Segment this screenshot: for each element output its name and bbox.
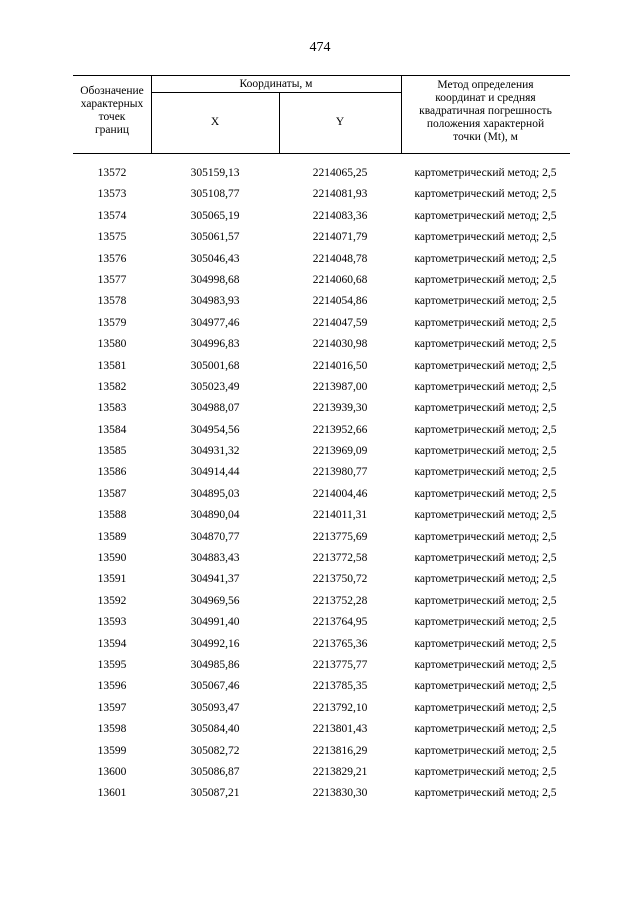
x-coordinate-cell: 305086,87: [190, 765, 240, 778]
y-coordinate-cell: 2214047,59: [312, 316, 368, 329]
x-coordinate-cell: 305084,40: [190, 723, 240, 736]
y-coordinate-cell: 2214016,50: [312, 359, 368, 372]
point-id-cell: 13582: [97, 380, 127, 393]
point-id-cell: 13586: [97, 466, 127, 479]
point-id-cell: 13599: [97, 744, 127, 757]
table-row: [73, 441, 570, 462]
point-id-cell: 13576: [97, 252, 127, 265]
point-id-cell: 13581: [97, 359, 127, 372]
header-method-line: положения характерной: [426, 118, 545, 130]
x-coordinate-cell: 305087,21: [190, 787, 240, 800]
point-id-cell: 13572: [97, 167, 127, 179]
y-coordinate-cell: 2214048,78: [312, 252, 368, 265]
x-coordinate-cell: 305082,72: [190, 744, 240, 757]
table-row: [73, 762, 570, 783]
y-coordinate-cell: 2214011,31: [312, 509, 368, 522]
method-cell: картометрический метод; 2,5: [414, 359, 557, 372]
point-id-cell: 13575: [97, 231, 127, 244]
table-row: [73, 206, 570, 227]
method-cell: картометрический метод; 2,5: [414, 552, 557, 565]
point-id-cell: 13587: [97, 487, 127, 500]
method-cell: картометрический метод; 2,5: [414, 209, 557, 222]
point-id-cell: 13585: [97, 445, 127, 458]
point-id-cell: 13584: [97, 423, 127, 436]
header-method-line: координат и средняя: [435, 92, 536, 104]
table-row: [73, 356, 570, 377]
table-row: [73, 719, 570, 740]
y-coordinate-cell: 2213765,36: [312, 637, 368, 650]
method-cell: картометрический метод; 2,5: [414, 765, 557, 778]
header-subdivider: [151, 92, 401, 93]
method-cell: картометрический метод; 2,5: [414, 637, 557, 650]
coordinates-table: [73, 75, 570, 800]
table-row: [73, 655, 570, 676]
y-coordinate-cell: 2213775,69: [312, 530, 368, 543]
table-row: [73, 634, 570, 655]
x-coordinate-cell: 305001,68: [190, 359, 240, 372]
method-cell: картометрический метод; 2,5: [414, 680, 557, 693]
header-bottom-border: [73, 153, 570, 154]
x-coordinate-cell: 304996,83: [190, 338, 240, 351]
method-cell: картометрический метод; 2,5: [414, 338, 557, 351]
table-row: [73, 334, 570, 355]
x-coordinate-cell: 304991,40: [190, 616, 240, 629]
method-cell: картометрический метод; 2,5: [414, 423, 557, 436]
point-id-cell: 13597: [97, 701, 127, 714]
method-cell: картометрический метод; 2,5: [414, 658, 557, 671]
y-coordinate-cell: 2213801,43: [312, 723, 368, 736]
method-cell: картометрический метод; 2,5: [414, 509, 557, 522]
y-coordinate-cell: 2214030,98: [312, 338, 368, 351]
y-coordinate-cell: 2213987,00: [312, 380, 368, 393]
point-id-cell: 13574: [97, 209, 127, 222]
header-point-line: характерных: [80, 98, 144, 110]
y-coordinate-cell: 2214004,46: [312, 487, 368, 500]
header-point-line: точек: [98, 111, 126, 123]
point-id-cell: 13592: [97, 594, 127, 607]
table-row: [73, 313, 570, 334]
point-id-cell: 13579: [97, 316, 127, 329]
table-row: [73, 569, 570, 590]
method-cell: картометрический метод; 2,5: [414, 701, 557, 714]
method-cell: картометрический метод; 2,5: [414, 616, 557, 629]
x-coordinate-cell: 304985,86: [190, 658, 240, 671]
page-number: 474: [309, 40, 331, 55]
x-coordinate-cell: 305108,77: [190, 188, 240, 201]
y-coordinate-cell: 2213764,95: [312, 616, 368, 629]
x-coordinate-cell: 304983,93: [190, 295, 240, 308]
x-coordinate-cell: 304895,03: [190, 487, 240, 500]
point-id-cell: 13580: [97, 338, 127, 351]
y-coordinate-cell: 2213750,72: [312, 573, 368, 586]
method-cell: картометрический метод; 2,5: [414, 744, 557, 757]
x-coordinate-cell: 304941,37: [190, 573, 240, 586]
point-id-cell: 13600: [97, 765, 127, 778]
method-cell: картометрический метод; 2,5: [414, 487, 557, 500]
y-coordinate-cell: 2214065,25: [312, 167, 368, 179]
x-coordinate-cell: 305159,13: [190, 167, 240, 179]
y-coordinate-cell: 2213816,29: [312, 744, 368, 757]
header-method: [401, 79, 570, 144]
header-x: X: [210, 116, 220, 128]
method-cell: картометрический метод; 2,5: [414, 594, 557, 607]
x-coordinate-cell: 304988,07: [190, 402, 240, 415]
x-coordinate-cell: 305093,47: [190, 701, 240, 714]
point-id-cell: 13593: [97, 616, 127, 629]
header-coordinates-group: Координаты, м: [239, 78, 313, 90]
x-coordinate-cell: 304931,32: [190, 445, 240, 458]
y-coordinate-cell: 2214060,68: [312, 273, 368, 286]
header-method-line: квадратичная погрешность: [419, 105, 552, 117]
method-cell: картометрический метод; 2,5: [414, 231, 557, 244]
method-cell: картометрический метод; 2,5: [414, 252, 557, 265]
table-row: [73, 377, 570, 398]
point-id-cell: 13596: [97, 680, 127, 693]
point-id-cell: 13583: [97, 402, 127, 415]
table-header: [73, 75, 570, 153]
header-point-line: границ: [94, 124, 130, 136]
method-cell: картометрический метод; 2,5: [414, 402, 557, 415]
method-cell: картометрический метод; 2,5: [414, 380, 557, 393]
table-row: [73, 527, 570, 548]
point-id-cell: 13601: [97, 787, 127, 800]
table-row: [73, 698, 570, 719]
x-coordinate-cell: 304883,43: [190, 552, 240, 565]
y-coordinate-cell: 2213785,35: [312, 680, 368, 693]
point-id-cell: 13578: [97, 295, 127, 308]
table-row: [73, 676, 570, 697]
point-id-cell: 13589: [97, 530, 127, 543]
table-row: [73, 462, 570, 483]
y-coordinate-cell: 2213772,58: [312, 552, 368, 565]
method-cell: картометрический метод; 2,5: [414, 188, 557, 201]
header-y: Y: [335, 116, 345, 128]
x-coordinate-cell: 304954,56: [190, 423, 240, 436]
x-coordinate-cell: 305065,19: [190, 209, 240, 222]
x-coordinate-cell: 304870,77: [190, 530, 240, 543]
x-coordinate-cell: 305023,49: [190, 380, 240, 393]
point-id-cell: 13577: [97, 273, 127, 286]
point-id-cell: 13590: [97, 552, 127, 565]
method-cell: картометрический метод; 2,5: [414, 723, 557, 736]
table-row: [73, 291, 570, 312]
point-id-cell: 13588: [97, 509, 127, 522]
x-coordinate-cell: 305067,46: [190, 680, 240, 693]
x-coordinate-cell: 304998,68: [190, 273, 240, 286]
y-coordinate-cell: 2213969,09: [312, 445, 368, 458]
point-id-cell: 13591: [97, 573, 127, 586]
point-id-cell: 13598: [97, 723, 127, 736]
x-coordinate-cell: 304890,04: [190, 509, 240, 522]
method-cell: картометрический метод; 2,5: [414, 787, 557, 800]
y-coordinate-cell: 2213952,66: [312, 423, 368, 436]
method-cell: картометрический метод; 2,5: [414, 167, 557, 179]
x-coordinate-cell: 304914,44: [190, 466, 240, 479]
y-coordinate-cell: 2214071,79: [312, 231, 368, 244]
x-coordinate-cell: 304969,56: [190, 594, 240, 607]
table-row: [73, 484, 570, 505]
table-row: [73, 741, 570, 762]
table-row: [73, 270, 570, 291]
header-method-line: Метод определения: [437, 79, 534, 91]
table-row: [73, 591, 570, 612]
table-row: [73, 612, 570, 633]
y-coordinate-cell: 2213752,28: [312, 594, 368, 607]
table-row: [73, 505, 570, 526]
y-coordinate-cell: 2213775,77: [312, 658, 368, 671]
y-coordinate-cell: 2214083,36: [312, 209, 368, 222]
header-method-line: точки (Mt), м: [453, 131, 518, 143]
table-body: [73, 163, 570, 805]
table-row: [73, 783, 570, 804]
table-row: [73, 227, 570, 248]
point-id-cell: 13594: [97, 637, 127, 650]
y-coordinate-cell: 2214081,93: [312, 188, 368, 201]
table-row: [73, 249, 570, 270]
header-point-line: Обозначение: [80, 85, 144, 97]
table-row: [73, 548, 570, 569]
table-row: [73, 163, 570, 184]
method-cell: картометрический метод; 2,5: [414, 530, 557, 543]
method-cell: картометрический метод; 2,5: [414, 273, 557, 286]
x-coordinate-cell: 304992,16: [190, 637, 240, 650]
point-id-cell: 13595: [97, 658, 127, 671]
x-coordinate-cell: 304977,46: [190, 316, 240, 329]
y-coordinate-cell: 2213830,30: [312, 787, 368, 800]
x-coordinate-cell: 305046,43: [190, 252, 240, 265]
y-coordinate-cell: 2213792,10: [312, 701, 368, 714]
y-coordinate-cell: 2213939,30: [312, 402, 368, 415]
method-cell: картометрический метод; 2,5: [414, 466, 557, 479]
y-coordinate-cell: 2213829,21: [312, 765, 368, 778]
header-point-designation: [73, 85, 151, 137]
header-top-border: [73, 75, 570, 76]
table-row: [73, 398, 570, 419]
method-cell: картометрический метод; 2,5: [414, 295, 557, 308]
point-id-cell: 13573: [97, 188, 127, 201]
table-row: [73, 420, 570, 441]
y-coordinate-cell: 2214054,86: [312, 295, 368, 308]
method-cell: картометрический метод; 2,5: [414, 573, 557, 586]
method-cell: картометрический метод; 2,5: [414, 316, 557, 329]
y-coordinate-cell: 2213980,77: [312, 466, 368, 479]
method-cell: картометрический метод; 2,5: [414, 445, 557, 458]
table-row: [73, 184, 570, 205]
x-coordinate-cell: 305061,57: [190, 231, 240, 244]
